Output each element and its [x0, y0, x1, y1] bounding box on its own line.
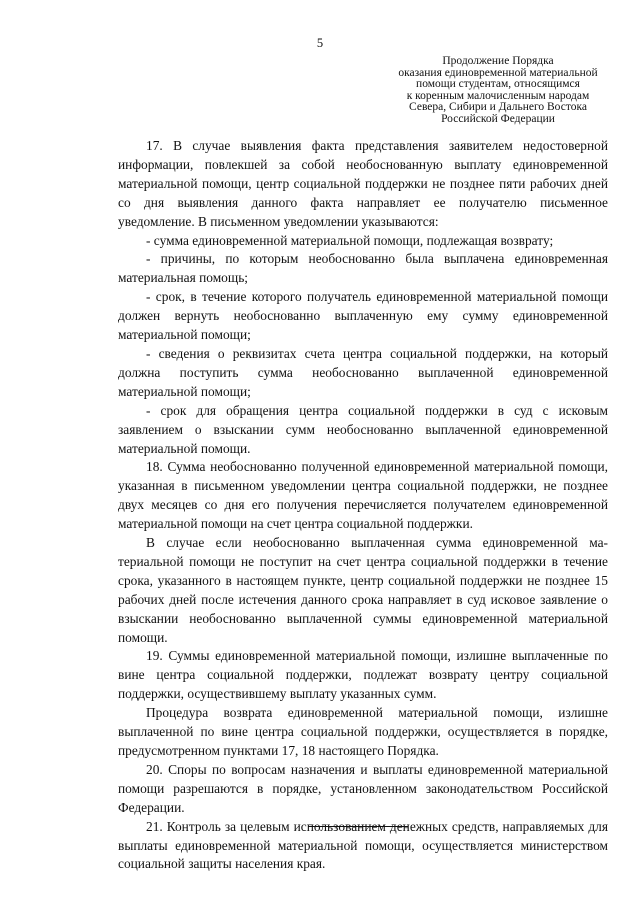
- paragraph-18-continuation: В случае если необоснованно выплаченная сумма единовременной материальной помощи не поступит на счет центра социальной поддержки в течение срока, указанного в настоящем пункте, центр социальной поддержки не позднее 15 рабочих дней после истечения данного срока направляет в суд исковое заявление о взыскании необоснованно выплаченной суммы единовременной материальной помощи.: [118, 535, 608, 645]
- paragraph-19: 19. Суммы единовременной материальной помощи, излишне выплаченные по вине центра социальной поддержки, подлежат возврату центру социальной поддержки, осуществившему выплату указанных сумм.: [118, 648, 608, 702]
- header-line: оказания единовременной материальной: [398, 66, 598, 79]
- header-line: Российской Федерации: [441, 112, 555, 125]
- list-item-court-deadline: - срок для обращения центра социальной поддержки в суд с исковым заявлением о взыскании сумм необоснованно выплаченной единовременной материальной помощи.: [118, 402, 608, 456]
- list-item-account-details: - сведения о реквизитах счета центра социальной поддержки, на который должна поступить сумма необоснованно выплаченной единовременной материальной помощи;: [118, 345, 608, 399]
- paragraph-17: 17. В случае выявления факта представления заявителем недостоверной информации, повлекшей за собой необоснованную выплату единовременной материальной помощи, центр социальной поддержки не позднее пяти рабочих дней со дня выявления данного факта направляет ее получателю письменное уведомление. В письменном уведомлении указываются:: [118, 138, 608, 229]
- paragraph-18: 18. Сумма необоснованно полученной единовременной материальной помощи, указанная в письменном уведомлении центра социальной поддержки, не позднее двух месяцев со дня его получения перечисляется получателем единовременной материальной помощи на счет центра социальной поддержки.: [118, 459, 608, 532]
- list-item-reasons: - причины, по которым необоснованно была выплачена единовременная материальная помощь;: [118, 251, 608, 286]
- header-line: помощи студентам, относящимся: [416, 78, 580, 91]
- page-number: 5: [316, 36, 324, 50]
- list-item-deadline: - срок, в течение которого получатель единовременной материальной помощи должен вернуть необоснованно выплаченную ему сумму единовременной материальной помощи;: [118, 289, 608, 343]
- paragraph-20: 20. Споры по вопросам назначения и выплаты единовременной материальной помощи разрешаются в порядке, установленном законодательством Российской Федерации.: [118, 761, 608, 815]
- list-item-amount: - сумма единовременной материальной помощи, подлежащая возврату;: [146, 232, 554, 248]
- document-header: [380, 56, 616, 126]
- document-body: [118, 137, 608, 874]
- paragraph-19-continuation: Процедура возврата единовременной материальной помощи, излишне выплаченной по вине центра социальной поддержки, осуществляется в порядке, предусмотренном пунктами 17, 18 настоящего Порядка.: [118, 705, 608, 758]
- paragraph-21: 21. Контроль за целевым использованием денежных средств, направляемых для выплаты единовременной материальной помощи, осуществляется министерством социальной защиты населения края.: [118, 818, 608, 872]
- header-line: к коренным малочисленным народам: [406, 89, 590, 102]
- header-line: Продолжение Порядка: [442, 55, 554, 67]
- header-line: Севера, Сибири и Дальнего Востока: [409, 101, 587, 114]
- end-divider: [308, 826, 408, 827]
